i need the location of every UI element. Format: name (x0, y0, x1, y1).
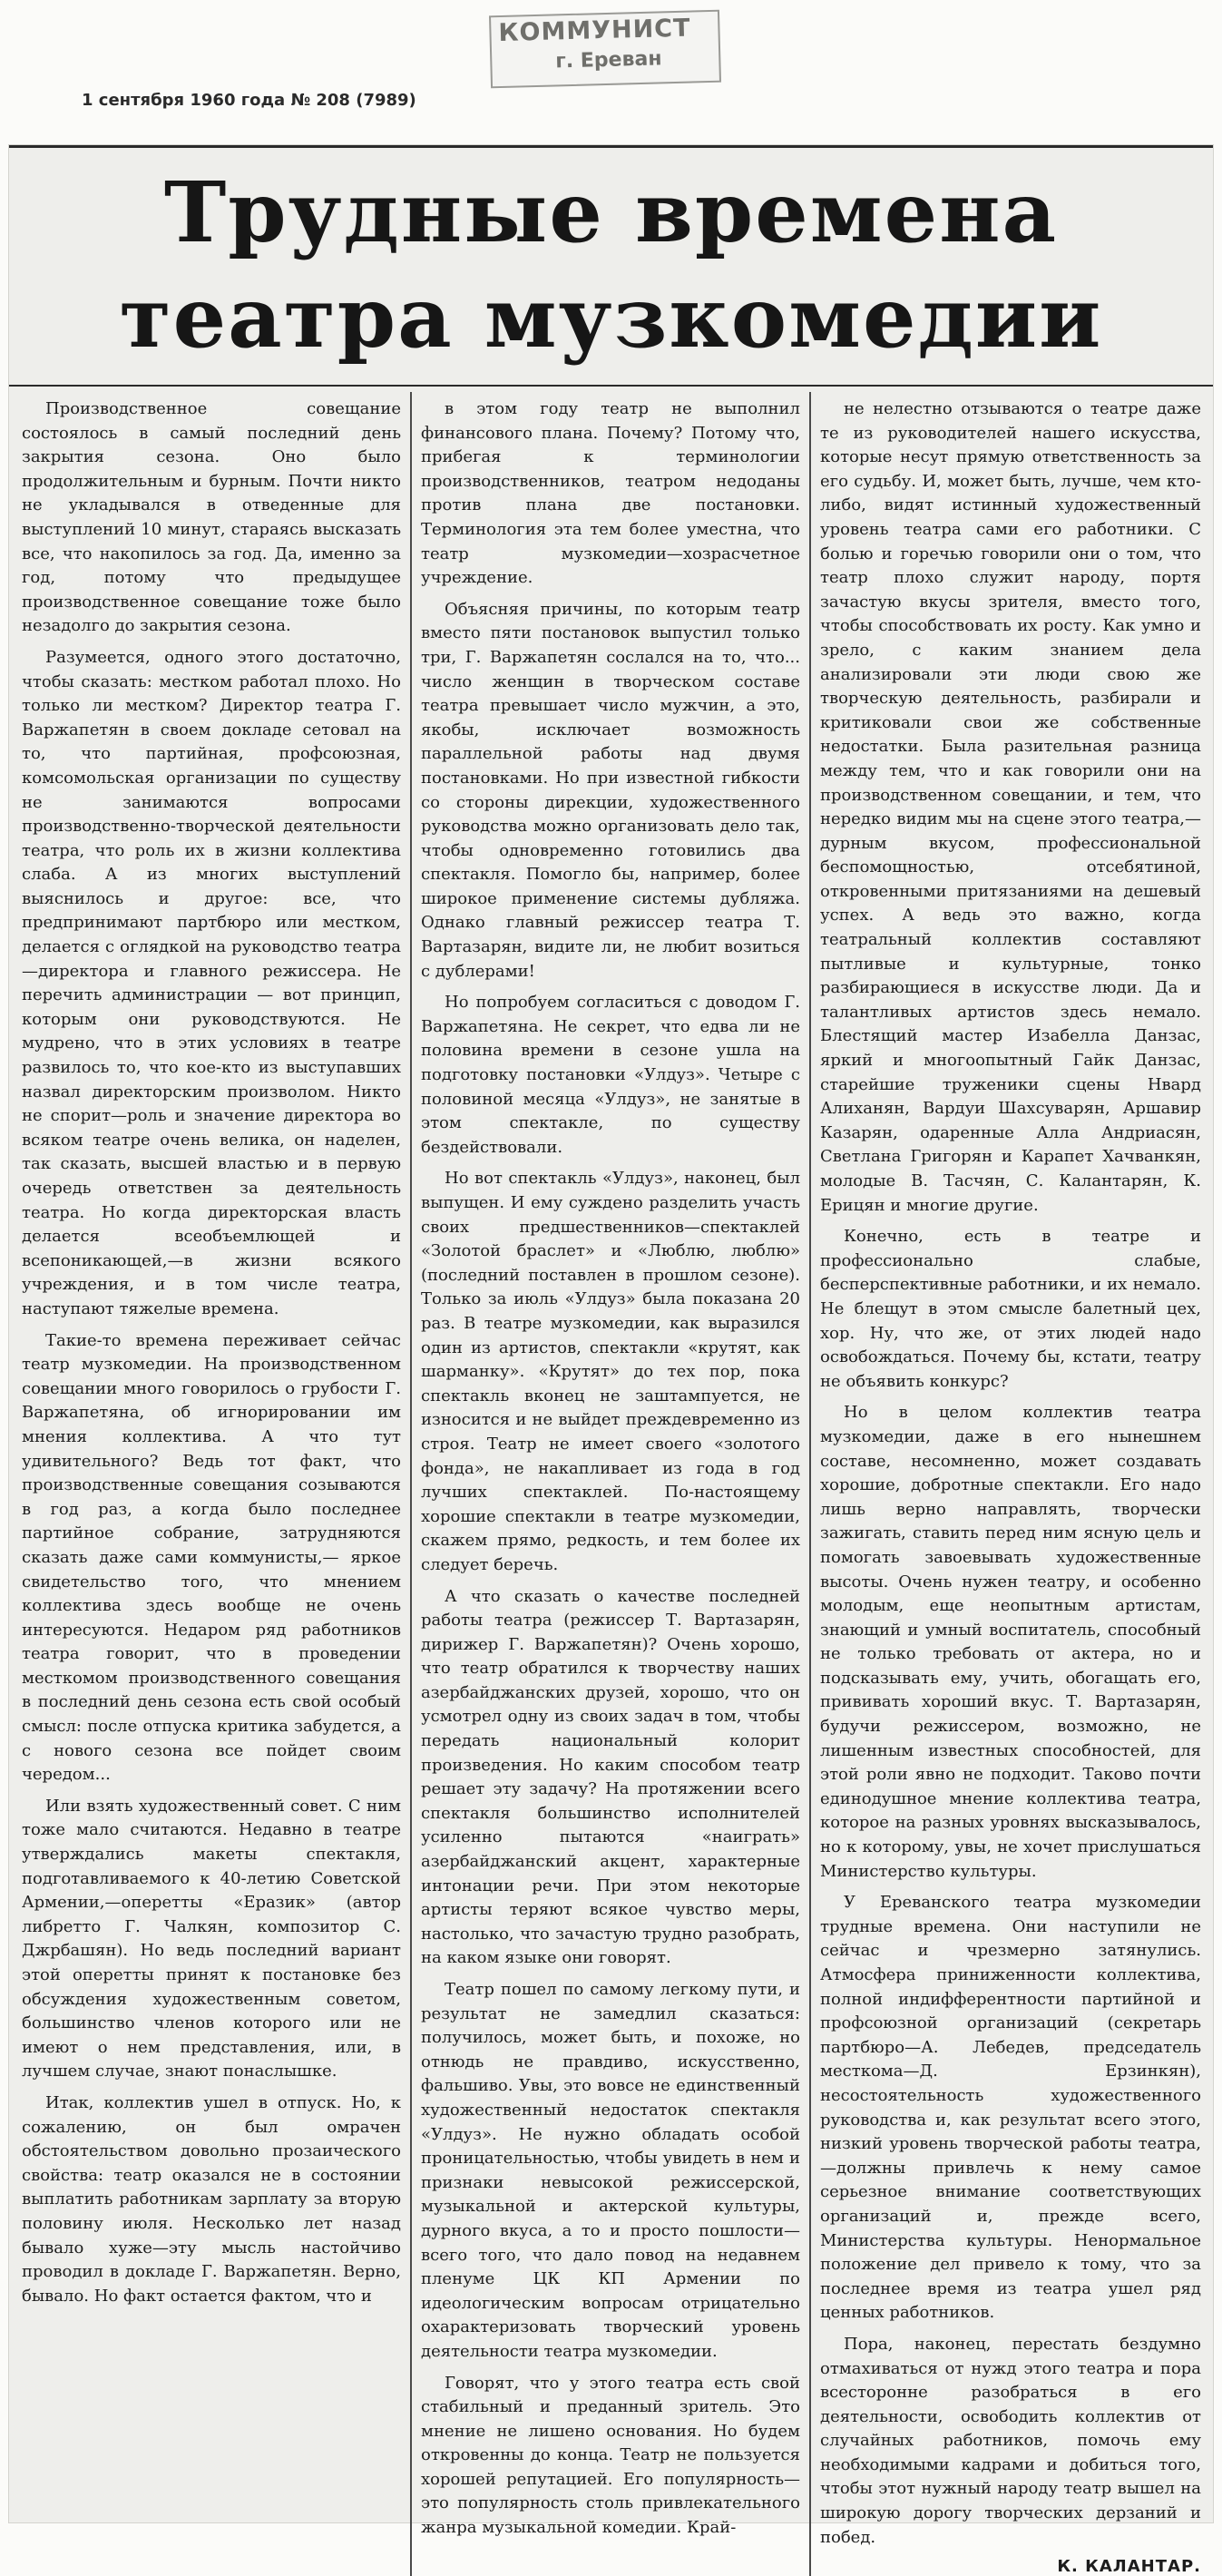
column-1 (13, 392, 412, 2576)
headline-rule (9, 385, 1213, 387)
paragraph: А что сказать о качестве последней работы театра (режиссер Т. Вартазарян, дирижер Г. Варжапетян)? Очень хорошо, что театр обратился к творчеству наших азербайджанских друзей, хорошо, что он усмотрел одну из своих задач в том, чтобы передать национальный колорит произведения. Но каким способом театр решает эту задачу? На протяжении всего спектакля большинство исполнителей усиленно пытаются «наиграть» азербайджанский акцент, характерные интонации речи. При этом некоторые артисты теряют всякое чувство меры, настолько, что зачастую трудно разобрать, на каком языке они говорят. (421, 1586, 800, 1968)
stamp-newspaper-name: КОММУНИСТ (498, 14, 691, 48)
headline-line-2: театра музкомедии (119, 269, 1103, 367)
paragraph: Производственное совещание состоялось в самый последний день закрытия сезона. Оно было продолжительным и бурным. Почти никто не укладывался в отведенные для выступлений 10 минут, стараясь высказать все, что накопилось за год. Да, именно за год, потому что предыдущее производственное совещание тоже было незадолго до закрытия сезона. (22, 399, 401, 636)
paragraph: Театр пошел по самому легкому пути, и результат не замедлил сказаться: получилось, может быть, и похоже, но отнюдь не правдиво, искусственно, фальшиво. Увы, это вовсе не единственный художественный недостаток спектакля «Улдуз». Не нужно обладать особой проницательностью, чтобы увидеть в нем и признаки невысокой режиссерской, музыкальной и актерской культуры, дурного вкуса, а то и просто пошлости—всего того, что дало повод на недавнем пленуме ЦК КП Армении по идеологическим вопросам отрицательно охарактеризовать творческий уровень деятельности театра музкомедии. (421, 1980, 800, 2361)
article-body (13, 392, 1213, 2576)
paragraph: в этом году театр не выполнил финансового плана. Почему? Потому что, прибегая к терминологии производственников, театром недоданы против плана две постановки. Терминология эта тем более уместна, что театр музкомедии—хозрасчетное учреждение. (421, 399, 800, 588)
paragraph: Но попробуем согласиться с доводом Г. Варжапетяна. Не секрет, что едва ли не половина времени в сезоне ушла на подготовку постановки «Улдуз». Четыре с половиной месяца «Улдуз», не занятые в этом спектакле, по существу бездействовали. (421, 993, 800, 1157)
paragraph: Объясняя причины, по которым театр вместо пяти постановок выпустил только три, Г. Варжапетян сослался на то, что... число женщин в творческом составе театра превышает число мужчин, а это, якобы, исключает возможность параллельной работы над двумя постановками. Но при известной гибкости со стороны дирекции, художественного руководства можно организовать дело так, чтобы одновременно готовились два спектакля. Помогло бы, например, более широкое применение системы дубляжа. Однако главный режиссер театра Т. Вартазарян, видите ли, не любит возиться с дублерами! (421, 599, 800, 981)
paragraph: Итак, коллектив ушел в отпуск. Но, к сожалению, он был омрачен обстоятельством довольно прозаического свойства: театр оказался не в состоянии выплатить работникам зарплату за вторую половину июля. Несколько лет назад бывало хуже—эту мысль настойчиво проводил в докладе Г. Варжапетян. Верно, бывало. Но факт остается фактом, что и (22, 2092, 401, 2306)
column-3 (811, 392, 1210, 2576)
stamp-city: г. Ереван (555, 47, 662, 73)
paragraph: не нелестно отзываются о театре даже те из руководителей нашего искусства, которые несут прямую ответственность за его судьбу. И, может быть, лучше, чем кто-либо, видят истинный художественный уровень театра сами его работники. С болью и горечью говорили они о том, что театр плохо служит народу, портя зачастую вкусы зрителя, вместо того, чтобы способствовать их росту. Как умно и зрело, с каким знанием дела анализировали эти люди свою же творческую деятельность, разбирали и критиковали свои же собственные недостатки. Была разительная разница между тем, что и как говорили они на производственном совещании, и тем, что нередко видим мы на сцене этого театра,—дурным вкусом, профессиональной беспомощностью, отсебятиной, откровенными притязаниями на дешевый успех. А ведь это важно, когда театральный коллектив составляют пытливые и культурные, тонко разбирающиеся в искусстве люди. Да и талантливых артистов здесь немало. Блестящий мастер Изабелла Данзас, яркий и многоопытный Гайк Данзас, старейшие труженики сцены Нвард Алиханян, Вардуи Шахсуварян, Аршавир Казарян, одаренные Алла Андриасян, Светлана Григорян и Карапет Хачванкян, молодые В. Тасчян, С. Калантарян, К. Ерицян и многие другие. (820, 399, 1201, 1215)
author-signature: К. КАЛАНТАР. (1057, 2557, 1201, 2576)
issue-dateline: 1 сентября 1960 года № 208 (7989) (82, 91, 416, 110)
article-headline (18, 160, 1204, 370)
paragraph: Но вот спектакль «Улдуз», наконец, был выпущен. И ему суждено разделить участь своих предшественников—спектаклей «Золотой браслет» и «Люблю, люблю» (последний поставлен в прошлом сезоне). Только за июль «Улдуз» была показана 20 раз. В театре музкомедии, как выразился один из артистов, спектакли «крутят, как шарманку». «Крутят» до тех пор, пока спектакль вконец не заштампуется, не износится и не выйдет преждевременно из строя. Театр не имеет своего «золотого фонда», не накапливает из года в год лучших спектаклей. По-настоящему хорошие спектакли в театре музкомедии, скажем прямо, редкость, и тем более их следует беречь. (421, 1169, 800, 1574)
paragraph: Такие-то времена переживает сейчас театр музкомедии. На производственном совещании много говорилось о грубости Г. Варжапетяна, об игнорировании им мнения коллектива. А что тут удивительного? Ведь тот факт, что производственные совещания созываются в год раз, а когда было последнее партийное собрание, затрудняются сказать даже сами коммунисты,— яркое свидетельство того, что мнением коллектива здесь вообще не очень интересуются. Недаром ряд работников театра говорит, что в проведении месткомом производственного совещания в последний день сезона есть свой особый смысл: после отпуска критика забудется, а с нового сезона все пойдет своим чередом... (22, 1330, 401, 1785)
column-2 (412, 392, 811, 2576)
paragraph: Разумеется, одного этого достаточно, чтобы сказать: местком работал плохо. Но только ли местком? Директор театра Г. Варжапетян в своем докладе сетовал на то, что партийная, профсоюзная, комсомольская организации по существу не занимаются вопросами производственно-творческой деятельности театра, что роль их в жизни коллектива слаба. А из многих выступлений выяснилось и другое: все, что предпринимают партбюро или местком, делается с оглядкой на руководство театра—директора и главного режиссера. Не перечить администрации — вот принцип, которым они руководствуются. Не мудрено, что в этих условиях в театре развилось то, что кое-кто из выступавших назвал директорским произволом. Никто не спорит—роль и значение директора во всяком театре очень велика, он наделен, так сказать, высшей властью и в первую очередь ответствен за деятельность театра. Но когда директорская власть делается всеобъемлющей и всепоникающей,—в жизни всякого учреждения, и в том числе театра, наступают тяжелые времена. (22, 647, 401, 1318)
headline-line-1: Трудные времена (163, 163, 1059, 261)
paragraph: Пора, наконец, перестать бездумно отмахиваться от нужд этого театра и пора всесторонне разобраться в его деятельности, освободить коллектив от случайных работников, помочь ему необходимыми кадрами и добиться того, чтобы этот нужный народу театр вышел на широкую дорогу творческих дерзаний и побед. (820, 2334, 1201, 2547)
paragraph: Но в целом коллектив театра музкомедии, даже в его нынешнем составе, несомненно, может создавать хорошие, добротные спектакли. Его надо лишь верно направлять, творчески зажигать, ставить перед ним ясную цель и помогать завоевывать художественные высоты. Очень нужен театру, и особенно молодым, еще неопытным артистам, знающий и умный воспитатель, способный не только требовать от актера, но и подсказывать ему, учить, обогащать его, прививать хороший вкус. Т. Вартазарян, будучи режиссером, возможно, не лишенным известных способностей, для этой роли явно не подходит. Таково почти единодушное мнение коллектива театра, которое на разных уровнях высказывалось, но к которому, увы, не хочет прислушаться Министерство культуры. (820, 1403, 1201, 1881)
paragraph: Или взять художественный совет. С ним тоже мало считаются. Недавно в театре утверждались макеты спектакля, подготавливаемого к 40-летию Советской Армении,—оперетты «Еразик» (автор либретто Г. Чалкян, композитор С. Джрбашян). Но ведь последний вариант этой оперетты принят к постановке без обсуждения художественным советом, большинство членов которого или не имеют о нем представления, или, в лучшем случае, знают понаслышке. (22, 1796, 401, 2081)
newspaper-stamp (489, 10, 721, 89)
paragraph: У Ереванского театра музкомедии трудные времена. Они наступили не сейчас и чрезмерно затянулись. Атмосфера приниженности коллектива, полной индифферентности партийной и профсоюзной организаций (секретарь партбюро—А. Лебедев, председатель месткома—Д. Ерзинкян), несостоятельность художественного руководства и, как результат всего этого, низкий уровень творческой работы театра,—должны привлечь к нему самое серьезное внимание соответствующих организаций и, прежде всего, Министерства культуры. Ненормальное положение дел привело к тому, что за последнее время из театра ушел ряд ценных работников. (820, 1893, 1201, 2323)
top-rule (9, 145, 1213, 148)
paragraph: Конечно, есть в театре и профессионально слабые, бесперспективные работники, и их немало. Не блещут в этом смысле балетный цех, хор. Ну, что же, от этих людей надо освобождаться. Почему бы, кстати, театру не объявить конкурс? (820, 1227, 1201, 1391)
paragraph: Говорят, что у этого театра есть свой стабильный и преданный зритель. Это мнение не лишено основания. Но будем откровенны до конца. Театр не пользуется хорошей репутацией. Его популярность—это популярность столь привлекательного жанра музыкальной комедии. Край- (421, 2373, 800, 2538)
